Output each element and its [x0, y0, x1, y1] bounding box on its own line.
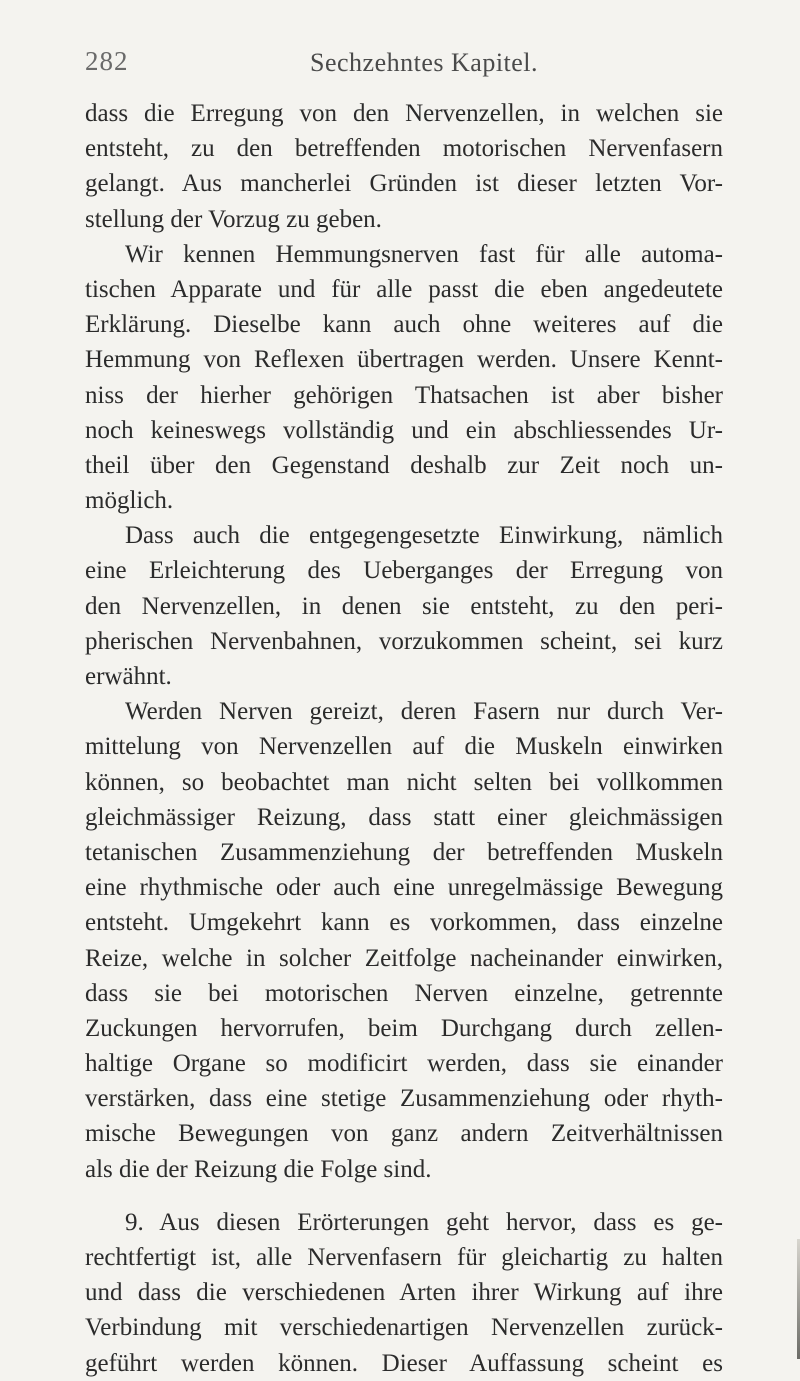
text-line: dass die Erregung von den Nervenzellen, in welchen sie: [85, 100, 723, 127]
text-line: eine rhythmische oder auch eine unregelmässige Bewegung: [85, 874, 723, 902]
text-line: geführt werden können. Dieser Auffassung scheint es: [85, 1349, 723, 1377]
text-line: als die der Reizung die Folge sind.: [85, 1155, 432, 1183]
text-line: tischen Apparate und für alle passt die eben angedeutete: [85, 275, 723, 303]
text-line: verstärken, dass eine stetige Zusammenziehung oder rhyth-: [85, 1085, 723, 1113]
text-line: erwähnt.: [85, 663, 172, 690]
text-line: Erklärung. Dieselbe kann auch ohne weiteres auf die: [85, 311, 723, 339]
text-line: dass sie bei motorischen Nerven einzelne, getrennte: [85, 979, 723, 1007]
text-line: tetanischen Zusammenziehung der betreffenden Muskeln: [85, 838, 723, 866]
text-line: und dass die verschiedenen Arten ihrer Wirkung auf ihre: [85, 1279, 723, 1307]
text-line: gleichmässiger Reizung, dass statt einer gleichmässigen: [85, 803, 723, 831]
text-line: entsteht. Umgekehrt kann es vorkommen, dass einzelne: [85, 909, 723, 937]
text-line: Zuckungen hervorrufen, beim Durchgang durch zellen-: [85, 1014, 723, 1042]
text-line: Hemmung von Reflexen übertragen werden. Unsere Kennt-: [85, 346, 723, 374]
text-line: Verbindung mit verschiedenartigen Nervenzellen zurück-: [85, 1314, 723, 1342]
text-line: noch keineswegs vollständig und ein abschliessendes Ur-: [85, 416, 723, 444]
text-line: Wir kennen Hemmungsnerven fast für alle automa-: [125, 240, 723, 268]
text-line: 9. Aus diesen Erörterungen geht hervor, dass es ge-: [125, 1208, 723, 1236]
text-line: entsteht, zu den betreffenden motorischen Nervenfasern: [85, 135, 723, 163]
text-line: mische Bewegungen von ganz andern Zeitverhältnissen: [85, 1120, 723, 1148]
text-line: theil über den Gegenstand deshalb zur Zeit noch un-: [85, 451, 723, 479]
body-text: [85, 96, 723, 1381]
text-line: pherischen Nervenbahnen, vorzukommen scheint, sei kurz: [85, 627, 723, 655]
text-line: möglich.: [85, 487, 174, 515]
chapter-title: Sechzehntes Kapitel.: [310, 48, 539, 77]
text-line: mittelung von Nervenzellen auf die Muskeln einwirken: [85, 733, 723, 761]
text-line: Werden Nerven gereizt, deren Fasern nur durch Ver-: [125, 698, 723, 726]
text-line: Reize, welche in solcher Zeitfolge nacheinander einwirken,: [85, 944, 723, 972]
text-line: eine Erleichterung des Ueberganges der Erregung von: [85, 557, 723, 585]
text-line: rechtfertigt ist, alle Nervenfasern für gleichartig zu halten: [85, 1244, 723, 1271]
text-line: niss der hierher gehörigen Thatsachen ist aber bisher: [85, 381, 723, 409]
text-line: können, so beobachtet man nicht selten bei vollkommen: [85, 768, 723, 796]
text-line: haltige Organe so modificirt werden, dass sie einander: [85, 1050, 723, 1078]
text-line: gelangt. Aus mancherlei Gründen ist dieser letzten Vor-: [85, 170, 723, 198]
text-line: stellung der Vorzug zu geben.: [85, 205, 382, 233]
text-line: den Nervenzellen, in denen sie entsteht, zu den peri-: [85, 592, 723, 620]
running-head: [85, 46, 725, 86]
page-number: 282: [85, 46, 129, 76]
text-line: Dass auch die entgegengesetzte Einwirkung, nämlich: [125, 522, 723, 550]
